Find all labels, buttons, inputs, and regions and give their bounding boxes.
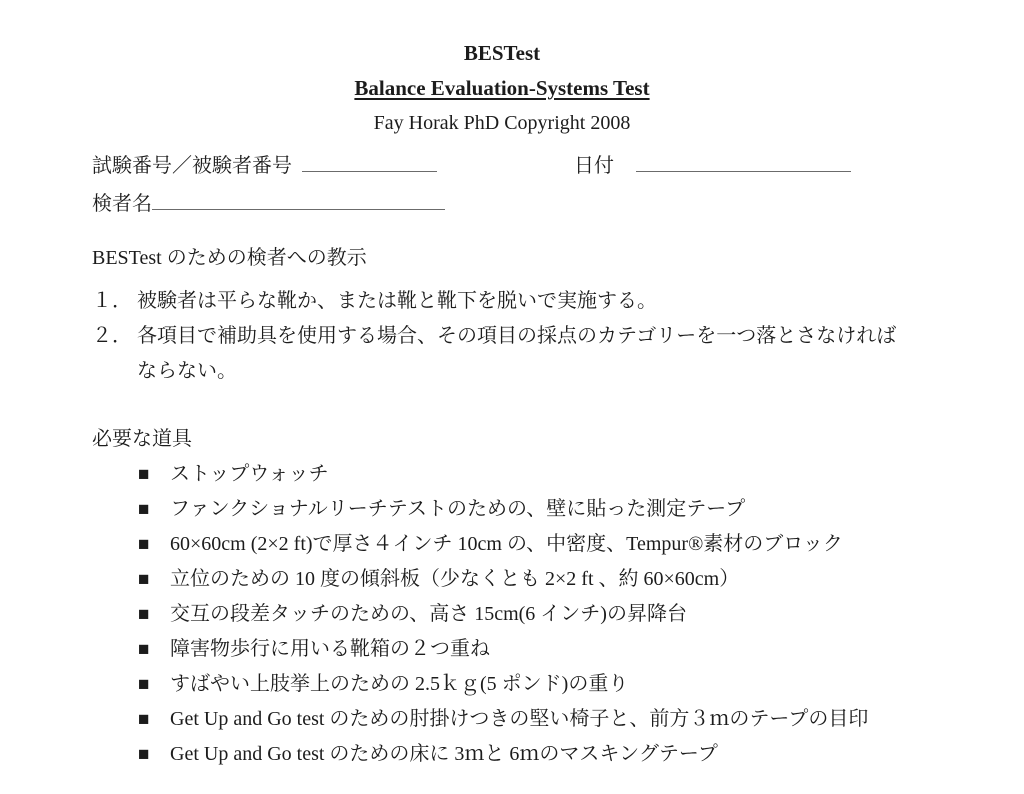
examiner-label: 検者名 [92,193,152,215]
instructions-heading: BESTest のための検者への教示 [92,247,367,269]
document-header [92,36,912,141]
tools-list [92,457,912,772]
instruction-number: １． [92,290,132,312]
form-row-trial-date [92,147,912,185]
tools-heading: 必要な道具 [92,428,192,450]
trial-subject-field[interactable] [302,147,437,172]
square-bullet-icon: ■ [138,534,150,555]
instruction-text: 各項目で補助具を使用する場合、その項目の採点のカテゴリーを一つ落とさなければならない。 [137,325,897,382]
square-bullet-icon: ■ [138,744,150,765]
document-subtitle: Balance Evaluation-Systems Test [354,76,650,100]
square-bullet-icon: ■ [138,674,150,695]
instruction-number: ２． [92,325,132,347]
tool-list-item [92,492,912,527]
trial-subject-label: 試験番号／被験者番号 [92,155,292,177]
date-label: 日付 [574,155,614,177]
square-bullet-icon: ■ [138,499,150,520]
tool-item-text: 交互の段差タッチのための、高さ 15cm(6 インチ)の昇降台 [170,603,687,625]
tool-list-item [92,527,912,562]
square-bullet-icon: ■ [138,604,150,625]
square-bullet-icon: ■ [138,639,150,660]
square-bullet-icon: ■ [138,464,150,485]
copyright-line: Fay Horak PhD Copyright 2008 [373,112,631,134]
document-title: BESTest [463,41,541,65]
tool-list-item [92,632,912,667]
tool-item-text: ストップウォッチ [170,463,329,485]
tool-list-item [92,667,912,702]
tool-list-item [92,597,912,632]
instruction-text: 被験者は平らな靴か、または靴と靴下を脱いで実施する。 [137,290,657,312]
tool-list-item [92,562,912,597]
date-field[interactable] [636,147,851,172]
tool-item-text: すばやい上肢挙上のための 2.5ｋｇ(5 ポンド)の重り [170,673,629,695]
instruction-item [92,319,912,389]
tool-list-item [92,702,912,737]
tool-list-item [92,737,912,772]
tool-item-text: 障害物歩行に用いる靴箱の２つ重ね [170,638,490,660]
tool-item-text: Get Up and Go test のための肘掛けつきの堅い椅子と、前方３ｍのテープの目印 [170,708,869,730]
tool-item-text: Get Up and Go test のための床に 3ｍと 6ｍのマスキングテープ [170,743,718,765]
tool-list-item [92,457,912,492]
tool-item-text: 60×60cm (2×2 ft)で厚さ４インチ 10cm の、中密度、Tempur®素材のブロック [170,533,843,555]
form-row-examiner [92,185,912,223]
square-bullet-icon: ■ [138,709,150,730]
tool-item-text: 立位のための 10 度の傾斜板（少なくとも 2×2 ft 、約 60×60cm） [170,568,740,590]
form-section [92,147,912,223]
instruction-item [92,284,912,319]
tool-item-text: ファンクショナルリーチテストのための、壁に貼った測定テープ [170,498,746,520]
square-bullet-icon: ■ [138,569,150,590]
examiner-field[interactable] [152,185,445,210]
instructions-list [92,284,912,389]
